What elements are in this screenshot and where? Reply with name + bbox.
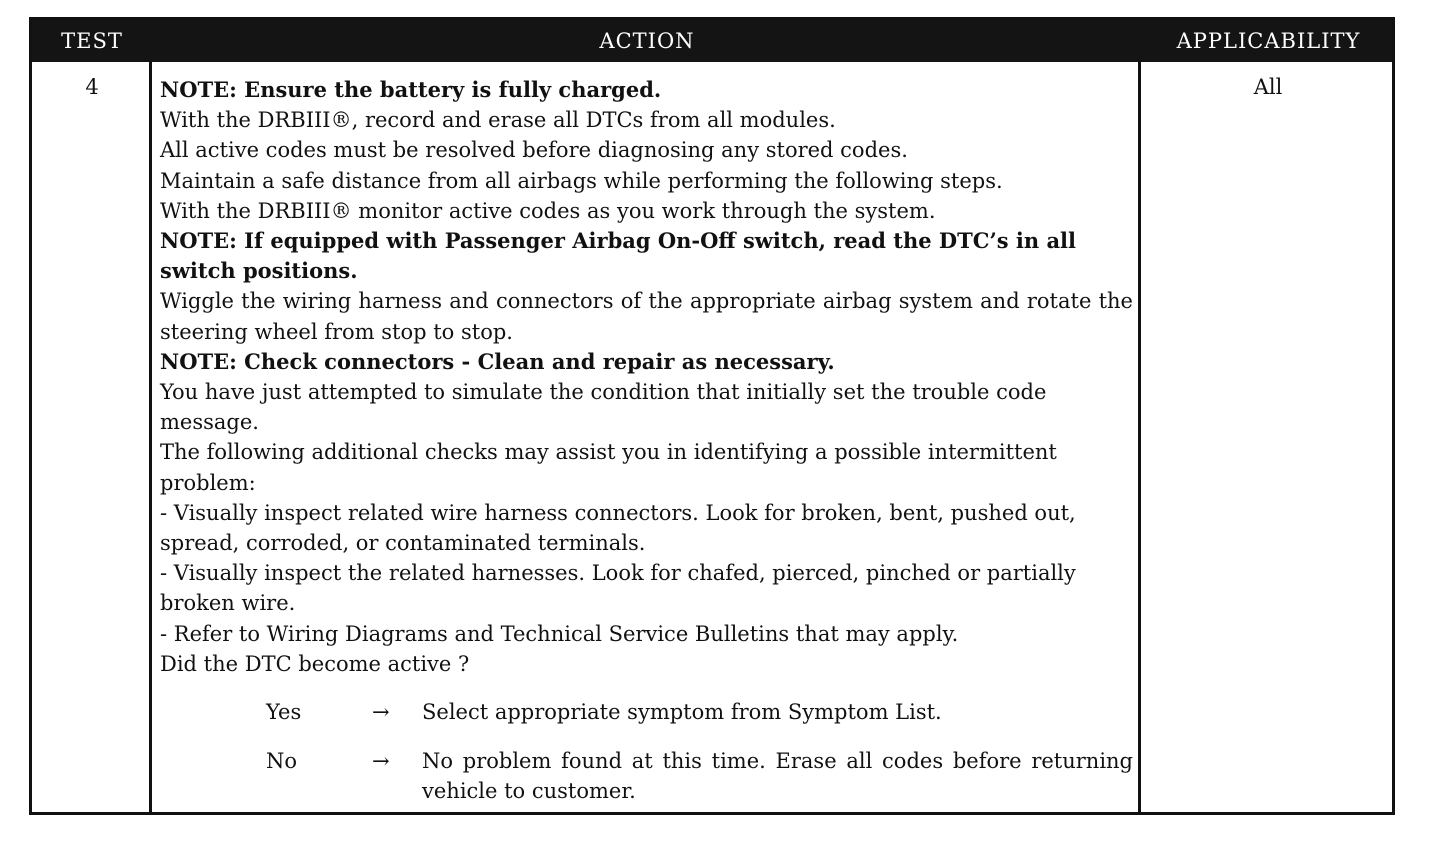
answer-yes	[160, 697, 1133, 727]
header-applicability: APPLICABILITY	[1176, 29, 1361, 53]
action-line: You have just attempted to simulate the condition that initially set the trouble code message.	[160, 380, 1047, 435]
action-question: Did the DTC become active ?	[160, 651, 470, 676]
table-header	[32, 20, 1392, 62]
column-divider-2	[1138, 62, 1141, 812]
arrow-right-icon: →	[372, 700, 390, 725]
action-cell	[160, 75, 1133, 826]
arrow-right-icon: →	[372, 749, 390, 774]
answer-key: No	[266, 749, 298, 774]
column-divider-1	[149, 62, 152, 812]
action-line: Maintain a safe distance from all airbags while performing the following steps.	[160, 168, 1003, 193]
header-test: TEST	[61, 29, 123, 53]
action-note: NOTE: Check connectors - Clean and repair as necessary.	[160, 348, 835, 374]
action-line: NOTE: Ensure the battery is fully charged.	[160, 77, 662, 102]
answer-key: Yes	[266, 700, 302, 725]
answer-no	[160, 746, 1133, 806]
applicability-value: All	[1253, 75, 1283, 99]
answer-text: Select appropriate symptom from Symptom List.	[422, 700, 942, 725]
answer-text: No problem found at this time. Erase all codes before returning vehicle to customer.	[422, 749, 1133, 804]
action-line: All active codes must be resolved before diagnosing any stored codes.	[160, 138, 908, 163]
test-number: 4	[85, 75, 99, 99]
diagnostic-table	[29, 17, 1395, 815]
action-line: The following additional checks may assist you in identifying a possible intermittent problem:	[160, 440, 1057, 495]
action-line: Wiggle the wiring harness and connectors of the appropriate airbag system and rotate the steering wheel from stop to stop.	[160, 289, 1133, 344]
action-line: - Visually inspect the related harnesses. Look for chafed, pierced, pinched or partially broken wire.	[160, 561, 1076, 616]
answers	[160, 697, 1133, 807]
action-line: - Visually inspect related wire harness connectors. Look for broken, bent, pushed out, spread, corroded, or contaminated terminals.	[160, 500, 1076, 556]
action-line: With the DRBIII®, record and erase all DTCs from all modules.	[160, 108, 836, 133]
action-note: NOTE: If equipped with Passenger Airbag On-Off switch, read the DTC’s in all switch positions.	[160, 228, 1077, 284]
action-line: With the DRBIII® monitor active codes as you work through the system.	[160, 198, 936, 223]
header-action: ACTION	[599, 29, 695, 53]
action-line: - Refer to Wiring Diagrams and Technical Service Bulletins that may apply.	[160, 621, 959, 646]
